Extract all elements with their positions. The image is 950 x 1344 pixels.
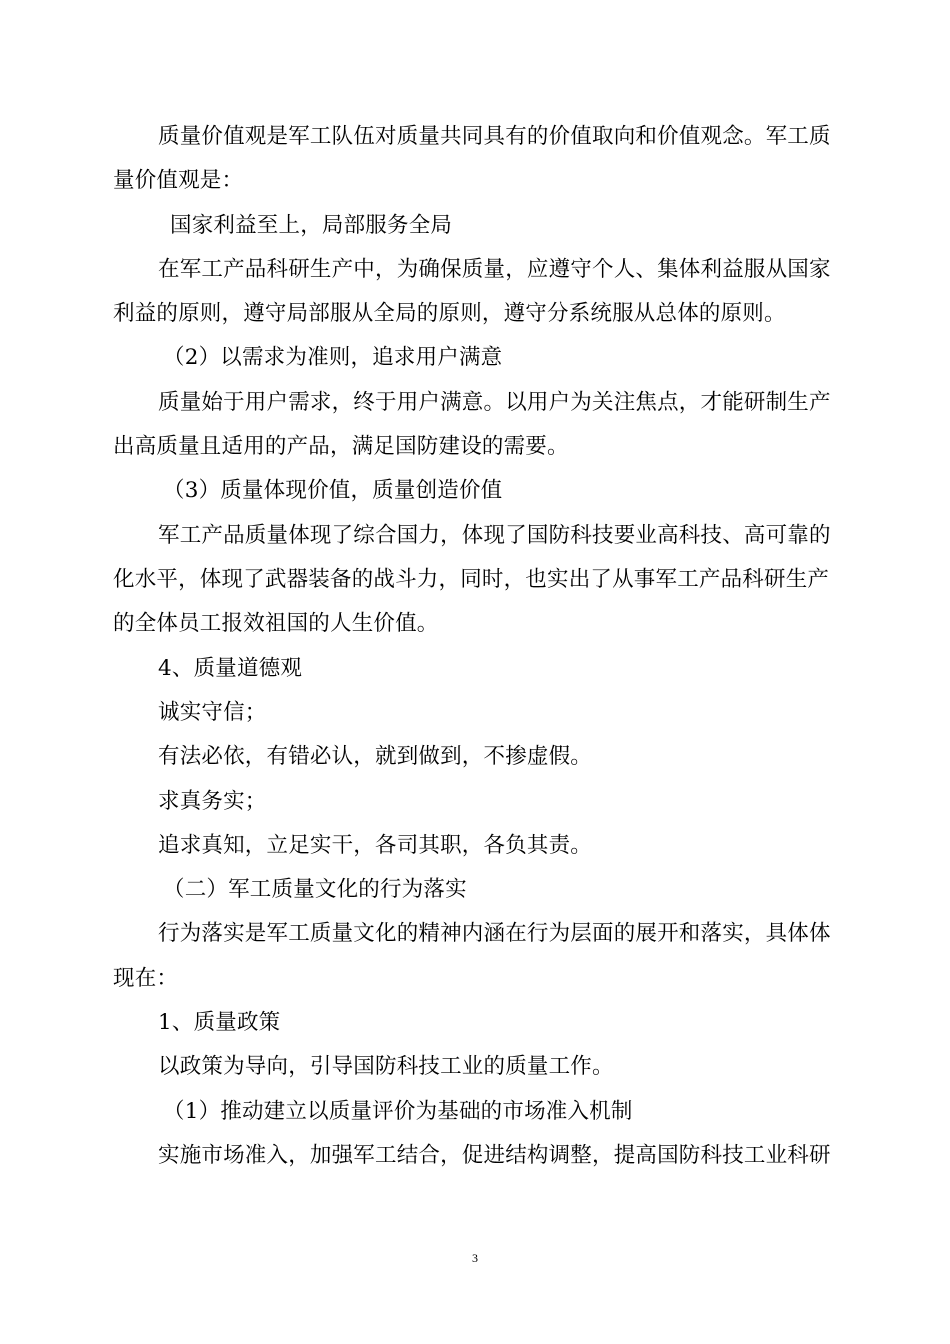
section-heading: 4、质量道德观 — [158, 656, 303, 681]
paragraph-line: 以政策为导向，引导国防科技工业的质量工作。 — [158, 1054, 614, 1079]
paragraph-line: 质量始于用户需求，终于用户满意。以用户为关注焦点，才能研制生产 — [158, 390, 831, 415]
paragraph-line: 求真务实； — [158, 789, 267, 814]
paragraph-line: 有法必依，有错必认，就到做到，不掺虚假。 — [158, 744, 593, 769]
paragraph-line: 追求真知，立足实干，各司其职，各负其责。 — [158, 833, 593, 858]
section-heading: （1）推动建立以质量评价为基础的市场准入机制 — [163, 1099, 633, 1124]
paragraph-line: 现在： — [113, 966, 179, 991]
paragraph-line: 质量价值观是军工队伍对质量共同具有的价值取向和价值观念。军工质 — [158, 124, 831, 149]
paragraph-line: 实施市场准入，加强军工结合，促进结构调整，提高国防科技工业科研 — [158, 1143, 831, 1168]
page-number: 3 — [472, 1251, 478, 1265]
paragraph-line: 出高质量且适用的产品，满足国防建设的需要。 — [113, 434, 569, 459]
paragraph-line: 军工产品质量体现了综合国力，体现了国防科技要业高科技、高可靠的 — [158, 523, 831, 548]
section-heading: 国家利益至上，局部服务全局 — [170, 213, 453, 238]
paragraph-line: 行为落实是军工质量文化的精神内涵在行为层面的展开和落实，具体体 — [158, 921, 831, 946]
section-heading: （二）军工质量文化的行为落实 — [163, 877, 467, 902]
section-heading: （3）质量体现价值，质量创造价值 — [163, 478, 503, 503]
paragraph-line: 利益的原则，遵守局部服从全局的原则，遵守分系统服从总体的原则。 — [113, 301, 786, 326]
section-heading: （2）以需求为准则，追求用户满意 — [163, 345, 503, 370]
paragraph-line: 化水平，体现了武器装备的战斗力，同时，也实出了从事军工产品科研生产 — [113, 567, 830, 592]
paragraph-line: 的全体员工报效祖国的人生价值。 — [113, 611, 439, 636]
paragraph-line: 诚实守信； — [158, 700, 267, 725]
paragraph-line: 在军工产品科研生产中，为确保质量，应遵守个人、集体利益服从国家 — [158, 257, 831, 282]
paragraph-line: 量价值观是： — [113, 168, 244, 193]
section-heading: 1、质量政策 — [158, 1010, 281, 1035]
